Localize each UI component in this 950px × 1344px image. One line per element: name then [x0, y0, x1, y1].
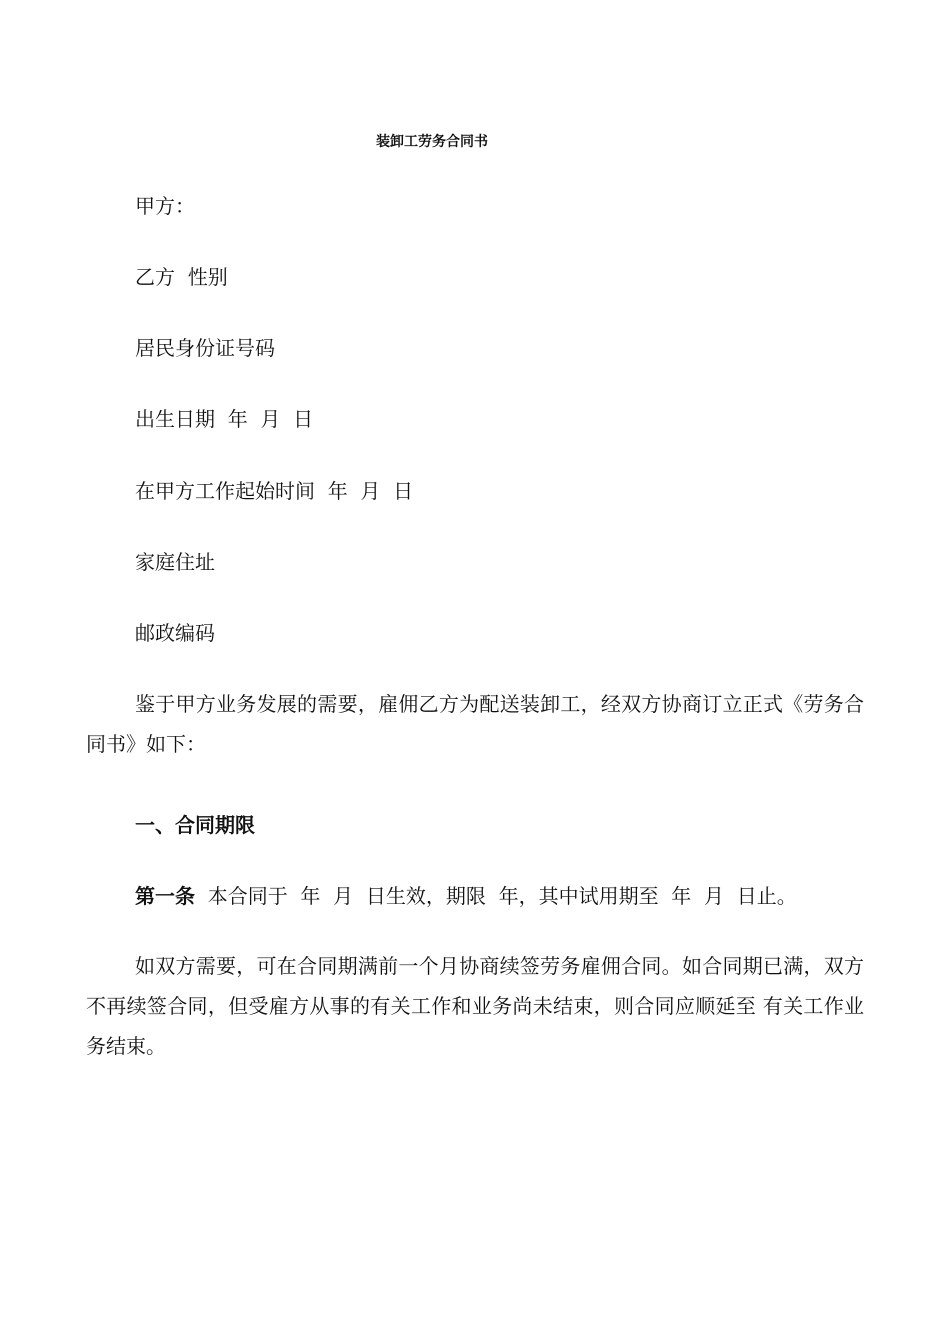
- field-id-number: 居民身份证号码: [135, 336, 275, 360]
- field-birth-date: 出生日期 年 月 日: [135, 407, 314, 431]
- article-1-label: 第一条: [135, 884, 195, 908]
- document-title: 装卸工劳务合同书: [376, 134, 488, 150]
- intro-paragraph: 鉴于甲方业务发展的需要，雇佣乙方为配送装卸工，经双方协商订立正式《劳务合同书》如下：: [86, 692, 864, 756]
- field-home-address: 家庭住址: [135, 550, 215, 574]
- renewal-paragraph: 如双方需要，可在合同期满前一个月协商续签劳务雇佣合同。如合同期已满，双方不再续签合同，但受雇方从事的有关工作和业务尚未结束，则合同应顺延至 有关工作业务结束。: [86, 954, 864, 1058]
- field-postal-code: 邮政编码: [135, 621, 215, 645]
- field-party-a: 甲方：: [135, 194, 195, 218]
- field-start-date: 在甲方工作起始时间 年 月 日: [135, 479, 414, 503]
- article-1-text: 本合同于 年 月 日生效，期限 年，其中试用期至 年 月 日止。: [195, 884, 797, 908]
- section-heading-contract-term: 一、合同期限: [135, 813, 255, 837]
- article-1: [135, 882, 797, 910]
- field-party-b-gender: 乙方 性别: [135, 265, 228, 289]
